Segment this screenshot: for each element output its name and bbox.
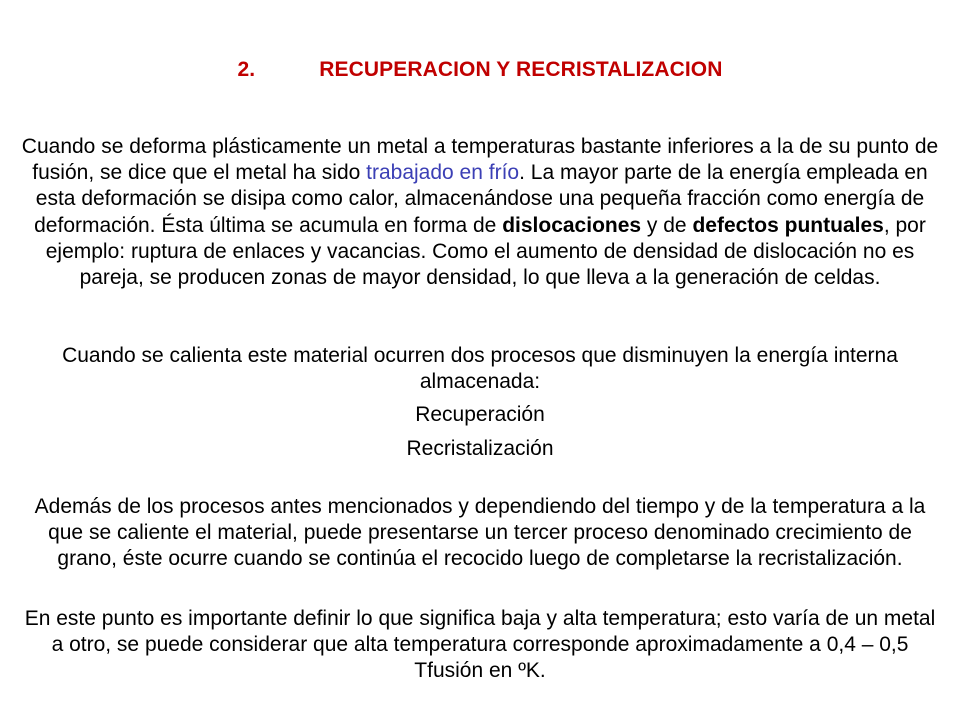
process-item-recuperacion: Recuperación [415,403,545,426]
bold-defectos-puntuales: defectos puntuales [692,213,884,237]
paragraph-grain-growth: Además de los procesos antes mencionados y dependiendo del tiempo y de la temperatura a la que se caliente el material, puede presentarse un tercer proceso denominado crecimiento de grano, éste ocurre cuando se continúa el recocido luego de completarse la recristalización. [34,495,926,571]
paragraph1-part4: , por ejemplo: ruptura de enlaces y vacancias. Como el aumento de densidad de dislocación no es pareja, se producen zonas de mayor densidad, lo que lleva a la generación de celdas. [45,213,926,290]
slide-title [0,58,960,82]
process-item-recristalizacion: Recristalización [406,437,554,460]
paragraph1-part3: y de [641,213,693,237]
paragraph-heating: Cuando se calienta este material ocurren dos procesos que disminuyen la energía interna almacenada: [62,344,898,394]
title-text: RECUPERACION Y RECRISTALIZACION [319,58,723,81]
process-list [18,398,942,466]
paragraph1-part2: . La mayor parte de la energía empleada en esta deformación se disipa como calor, almacenándose una pequeña fracción como energía de deformación. Ésta última se acumula en forma de [34,161,928,237]
paragraph1-part1: Cuando se deforma plásticamente un metal a temperaturas bastante inferiores a la de su punto de fusión, se dice que el metal ha sido [21,135,939,185]
highlight-trabajado-en-frio: trabajado en frío [366,161,520,185]
title-number: 2. [237,58,256,81]
bold-dislocaciones: dislocaciones [502,213,642,237]
paragraph-cold-work [18,134,942,291]
paragraph-temperature: En este punto es importante definir lo que significa baja y alta temperatura; esto varía de un metal a otro, se puede considerar que alta temperatura corresponde aproximadamente a 0,4 – 0,5 Tfusión en ºK. [24,607,936,683]
